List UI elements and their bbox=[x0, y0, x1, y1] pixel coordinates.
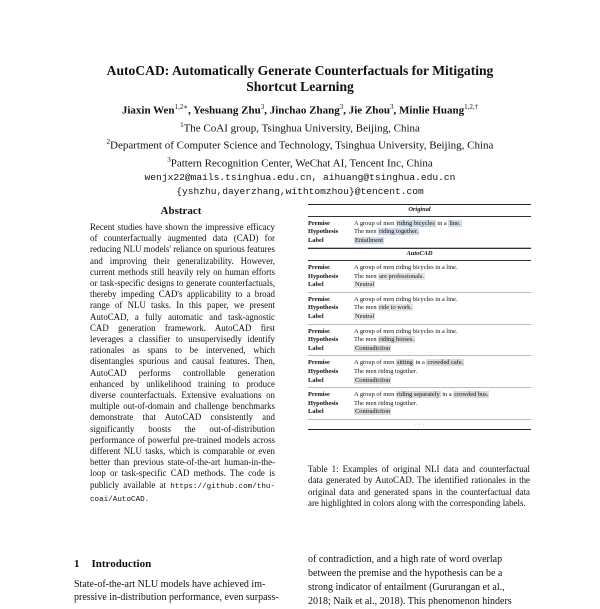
table-example: Premise A group of men sitting in a crowded cafe. Hypothesis The men riding together. Label Contradiction bbox=[308, 356, 531, 388]
right-column-text bbox=[308, 553, 530, 609]
label-value: Neutral bbox=[355, 281, 375, 289]
generated-span-highlight: are professionals. bbox=[379, 272, 424, 280]
premise-row: Premise A group of men riding bicycles in a line. bbox=[308, 219, 461, 227]
author-name: Jinchao Zhang bbox=[269, 104, 340, 117]
author-emails-2: {yshzhu,dayerzhang,withtomzhou}@tencent.com bbox=[176, 185, 424, 197]
label-value: Neutral bbox=[355, 312, 375, 320]
table-header-original: Original bbox=[308, 204, 531, 217]
examples-table bbox=[308, 204, 531, 430]
generated-span-highlight: riding separately bbox=[396, 391, 440, 399]
abstract-text bbox=[90, 222, 275, 506]
affiliation-1: $^1$The CoAI group, Tsinghua University, Beijing, China bbox=[180, 120, 420, 135]
author-name: Yeshuang Zhu bbox=[193, 104, 261, 117]
author-name: Jie Zhou bbox=[348, 104, 391, 117]
code-link[interactable]: https://github.com/thu-coai/AutoCAD. bbox=[90, 482, 275, 504]
affiliation-2: $^2$Department of Computer Science and Technology, Tsinghua University, Beijing, China bbox=[106, 138, 494, 152]
section-heading-introduction bbox=[74, 558, 151, 570]
abstract-body: Recent studies have shown the impressive efficacy of counterfactually augmented data (CAD) for reducing NLU models' reliance on spurious features and improving their generalizability. However, current methods still heavily rely on human efforts or task-specific designs to generate counterfactuals, thereby impeding CAD's applicability to a broad range of NLU tasks. In this paper, we present AutoCAD, a fully automatic and task-agnostic CAD generation framework. AutoCAD first leverages a classifier to unsupervisedly identify rationales as spans to be intervened, which disentangles spurious and causal features. Then, AutoCAD performs controllable generation enhanced by unlikelihood training to produce diverse counterfactuals. Extensive evaluations on multiple out-of-domain and challenge benchmarks demonstrate that AutoCAD consistently and significantly boosts the out-of-distribution performance of powerful pre-trained models across different NLU tasks, which is comparable or even better than previous state-of-the-art human-in-the-loop or task-specific CAD methods. The code is publicly available at bbox=[90, 222, 275, 490]
author-block bbox=[30, 100, 570, 199]
table-example: Premise A group of men riding bicycles in a line. Hypothesis The men are professionals. Label Neutral bbox=[308, 261, 531, 293]
text-line: State-of-the-art NLU models have achieved im- bbox=[74, 579, 266, 590]
section-number: 1 bbox=[74, 558, 80, 570]
author-name: Minlie Huang bbox=[399, 104, 465, 117]
table-header-autocad: AutoCAD bbox=[308, 248, 531, 261]
label-value: Entailment bbox=[355, 236, 384, 244]
generated-span-highlight: riding horses. bbox=[379, 336, 414, 344]
author-affiliation-mark: 1,2∗ bbox=[174, 103, 189, 111]
author-names: Jiaxin Wen$^{1,2∗}$, Yeshuang Zhu$^3$, Jinchao Zhang$^3$, Jie Zhou$^3$, Minlie Huang$^{1,2,\dagger}$ bbox=[121, 103, 479, 117]
label-value: Contradiction bbox=[355, 376, 391, 384]
table-example: Premise A group of men riding separately in a crowded bus. Hypothesis The men riding together. Label Contradiction bbox=[308, 388, 531, 420]
table-caption: Table 1: Examples of original NLI data and counterfactual data generated by AutoCAD. The identified rationales in the original data and generated spans in the counterfactual data are highlighted in colors along with the corresponding labels. bbox=[308, 464, 530, 508]
table-example: Premise A group of men riding bicycles in a line. Hypothesis The men riding horses. Label Contradiction bbox=[308, 325, 531, 357]
text-line: 2018; Naik et al., 2018). This phenomenon hinders bbox=[308, 596, 512, 607]
affiliation-3: $^3$Pattern Recognition Center, WeChat AI, Tencent Inc, China bbox=[167, 155, 433, 170]
introduction-text bbox=[74, 578, 294, 604]
text-line: pressive in-distribution performance, even surpass- bbox=[74, 592, 279, 603]
hypothesis-row: Hypothesis The men riding together. bbox=[308, 228, 419, 236]
generated-span-highlight: sitting bbox=[396, 359, 413, 367]
label-value: Contradiction bbox=[355, 408, 391, 416]
label-row: Label Entailment bbox=[308, 236, 384, 244]
label-value: Contradiction bbox=[355, 344, 391, 352]
rationale-highlight: riding bicycles bbox=[396, 219, 435, 227]
author-emails-1: wenjx22@mails.tsinghua.edu.cn, aihuang@tsinghua.edu.cn bbox=[144, 171, 456, 183]
rationale-highlight: riding together. bbox=[379, 228, 419, 236]
author-affiliation-mark: 1,2,† bbox=[464, 103, 479, 111]
text-line: between the premise and the hypothesis can be a bbox=[308, 568, 503, 579]
table-example: Premise A group of men riding bicycles in a line. Hypothesis The men ride to work. Label Neutral bbox=[308, 293, 531, 325]
text-line: of contradiction, and a high rate of word overlap bbox=[308, 554, 503, 565]
generated-span-highlight: crowded cafe. bbox=[427, 359, 464, 367]
generated-span-highlight: crowded bus. bbox=[454, 391, 489, 399]
title-line-2: Shortcut Learning bbox=[246, 79, 354, 94]
author-affiliation-mark: 3 bbox=[260, 103, 265, 111]
author-name: Jiaxin Wen bbox=[121, 104, 175, 117]
section-title: Introduction bbox=[91, 558, 152, 570]
abstract-heading: Abstract bbox=[160, 205, 202, 217]
paper-title bbox=[40, 63, 560, 95]
author-affiliation-mark: 3 bbox=[390, 103, 394, 111]
table-ellipsis: · · · bbox=[308, 420, 531, 430]
generated-span-highlight: ride to work. bbox=[379, 304, 412, 312]
rationale-highlight: line. bbox=[449, 219, 461, 227]
table-example-original bbox=[308, 217, 531, 249]
author-affiliation-mark: 3 bbox=[339, 103, 344, 111]
text-line: strong indicator of entailment (Gururangan et al., bbox=[308, 582, 505, 593]
title-line-1: AutoCAD: Automatically Generate Counterfactuals for Mitigating bbox=[106, 63, 494, 78]
